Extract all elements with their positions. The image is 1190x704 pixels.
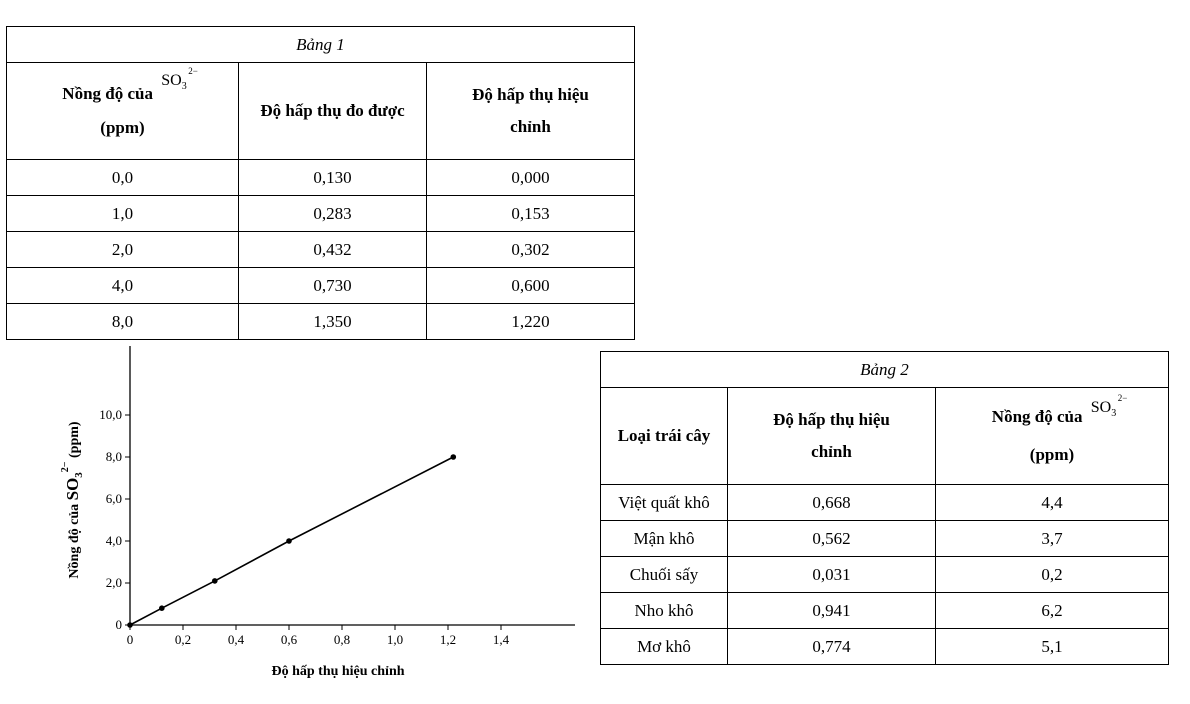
x-tick-label: 1,4 <box>492 632 510 647</box>
table-cell: 0,302 <box>427 232 635 268</box>
table-cell: Mơ khô <box>601 629 728 665</box>
x-axis-label: Độ hấp thụ hiệu chỉnh <box>271 664 405 679</box>
x-tick-label: 0 <box>126 632 134 647</box>
table-cell: 6,2 <box>936 593 1169 629</box>
table-2 <box>600 351 1169 665</box>
table-cell: 0,0 <box>7 160 239 196</box>
table-row <box>601 521 1169 557</box>
table-row <box>601 593 1169 629</box>
table-cell: 0,562 <box>728 521 936 557</box>
sulfite-formula: $SO_3$ 2− <box>161 66 198 93</box>
table-cell: 8,0 <box>7 304 239 340</box>
table-cell: 2,0 <box>7 232 239 268</box>
data-point <box>451 454 457 460</box>
table-cell: 0,600 <box>427 268 635 304</box>
x-tick-label: 0,4 <box>227 632 245 647</box>
chart-ticks <box>99 407 509 647</box>
x-tick-label: 1,0 <box>386 632 404 647</box>
table-row <box>601 485 1169 521</box>
table-1-header-corrected: Độ hấp thụ hiệu chỉnh <box>427 63 635 160</box>
table-2-caption: Bảng 2 <box>601 352 1169 388</box>
x-tick-label: 0,6 <box>280 632 298 647</box>
table-cell: Mận khô <box>601 521 728 557</box>
table-cell: 0,153 <box>427 196 635 232</box>
table-cell: Nho khô <box>601 593 728 629</box>
table-cell: 3,7 <box>936 521 1169 557</box>
table-cell: 4,4 <box>936 485 1169 521</box>
table-1-header-unit: (ppm) <box>100 118 145 138</box>
svg-text:Nồng độ của SO32− (ppm): Nồng độ của $SO_3^{2-}$ (ppm) <box>60 421 85 579</box>
data-point <box>212 578 218 584</box>
table-cell: 0,774 <box>728 629 936 665</box>
x-tick-label: 0,8 <box>333 632 351 647</box>
table-cell: 0,000 <box>427 160 635 196</box>
table-2-header-fruit: Loại trái cây <box>601 388 728 485</box>
y-tick-label: 10,0 <box>99 407 122 422</box>
table-1-header-measured: Độ hấp thụ đo được <box>239 63 427 160</box>
table-cell: 1,0 <box>7 196 239 232</box>
table-cell: 0,2 <box>936 557 1169 593</box>
table-row <box>601 557 1169 593</box>
table-cell: 0,283 <box>239 196 427 232</box>
chart-axes <box>130 346 575 625</box>
table-1-header-concentration-label: Nồng độ của <box>62 84 153 104</box>
table-cell: Chuối sấy <box>601 557 728 593</box>
x-tick-label: 0,2 <box>174 632 192 647</box>
chart-plot-area <box>127 454 456 628</box>
table-cell: 0,730 <box>239 268 427 304</box>
table-cell: 4,0 <box>7 268 239 304</box>
table-cell: 0,130 <box>239 160 427 196</box>
table-2-header-unit: (ppm) <box>1029 445 1075 465</box>
table-cell: 0,031 <box>728 557 936 593</box>
table-cell: 0,941 <box>728 593 936 629</box>
y-tick-label: 4,0 <box>105 533 122 548</box>
table-1-caption: Bảng 1 <box>7 27 635 63</box>
data-point <box>127 622 133 628</box>
sulfite-formula: $SO_3$ 2− <box>1090 393 1128 420</box>
table-cell: 1,220 <box>427 304 635 340</box>
data-point <box>159 605 165 611</box>
table-cell: 0,432 <box>239 232 427 268</box>
data-point <box>286 538 292 544</box>
table-cell: Việt quất khô <box>601 485 728 521</box>
y-axis-label <box>60 421 85 578</box>
y-tick-label: 8,0 <box>105 449 122 464</box>
y-tick-label: 0 <box>115 617 122 632</box>
x-tick-label: 1,2 <box>439 632 457 647</box>
y-tick-label: 6,0 <box>105 491 122 506</box>
y-tick-label: 2,0 <box>105 575 122 590</box>
table-cell: 1,350 <box>239 304 427 340</box>
table-2-header-concentration: Nồng độ của $SO_3$ 2− (ppm) <box>936 388 1169 485</box>
table-cell: 0,668 <box>728 485 936 521</box>
table-row <box>601 629 1169 665</box>
table-2-header-corrected: Độ hấp thụ hiệu chỉnh <box>728 388 936 485</box>
table-cell: 5,1 <box>936 629 1169 665</box>
